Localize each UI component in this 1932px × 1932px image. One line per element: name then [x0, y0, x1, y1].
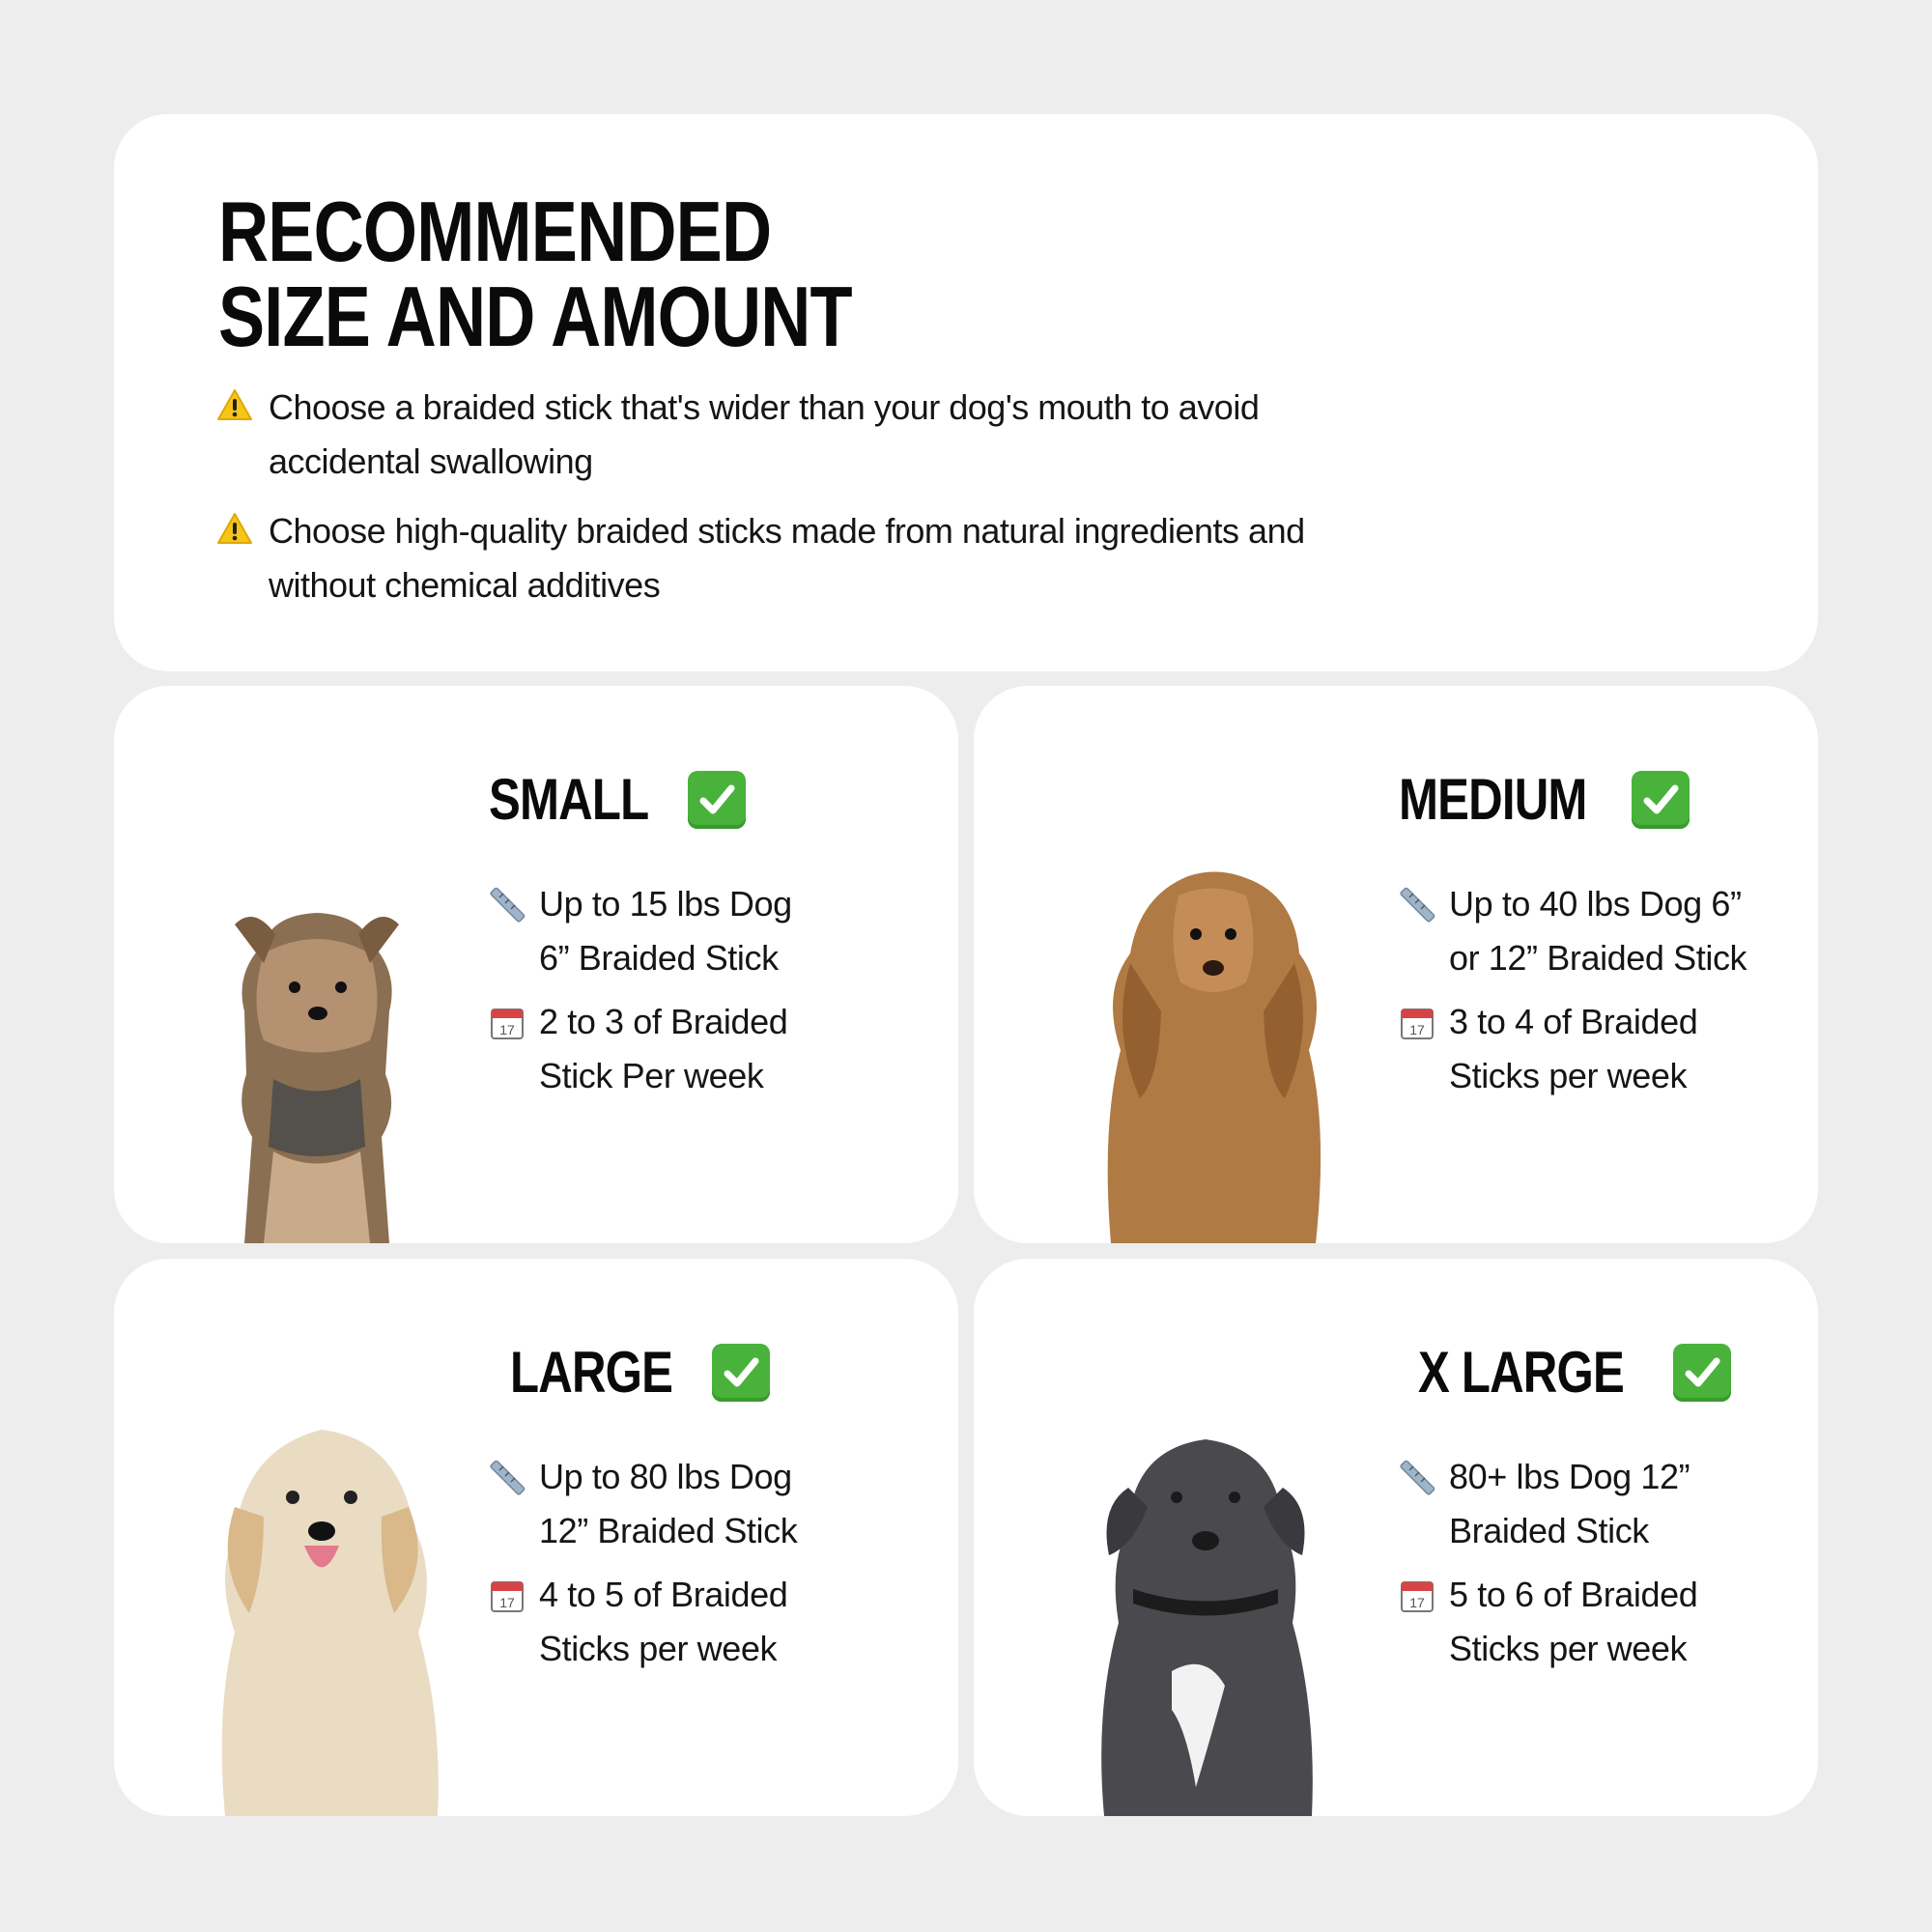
- size-title: [510, 1342, 770, 1404]
- amount-text: 5 to 6 of Braided Sticks per week: [1449, 1575, 1698, 1668]
- ruler-icon: [489, 887, 526, 923]
- size-info: [1399, 1450, 1804, 1686]
- size-info: [489, 1450, 933, 1686]
- amount-row: [1399, 995, 1804, 1103]
- weight-text: Up to 15 lbs Dog 6” Braided Stick: [539, 884, 792, 978]
- size-title: [1418, 1342, 1731, 1404]
- large-dog-image: [196, 1401, 457, 1816]
- check-mark-icon: [1673, 1344, 1731, 1402]
- weight-row: [489, 1450, 933, 1558]
- size-name: LARGE: [510, 1340, 673, 1405]
- weight-text: 80+ lbs Dog 12” Braided Stick: [1449, 1457, 1690, 1550]
- size-card-large: [114, 1259, 958, 1816]
- calendar-icon: [1399, 1577, 1435, 1614]
- weight-row: [489, 877, 933, 985]
- size-info: [489, 877, 933, 1113]
- svg-text:17: 17: [1409, 1595, 1425, 1610]
- size-name: X LARGE: [1418, 1340, 1624, 1405]
- weight-row: [1399, 1450, 1804, 1558]
- warning-text: Choose high-quality braided sticks made from natural ingredients and without chemical additives: [269, 511, 1305, 605]
- check-mark-icon: [688, 771, 746, 829]
- ruler-icon: [489, 1460, 526, 1496]
- amount-row: [489, 995, 933, 1103]
- size-card-small: [114, 686, 958, 1243]
- size-card-medium: [974, 686, 1818, 1243]
- weight-text: Up to 80 lbs Dog 12” Braided Stick: [539, 1457, 798, 1550]
- calendar-icon: [489, 1005, 526, 1041]
- svg-text:17: 17: [1409, 1022, 1425, 1037]
- ruler-icon: [1399, 1460, 1435, 1496]
- amount-text: 3 to 4 of Braided Sticks per week: [1449, 1002, 1698, 1095]
- size-title: [1399, 769, 1690, 831]
- size-info: [1399, 877, 1804, 1113]
- warning-icon: [216, 388, 253, 421]
- warning-text: Choose a braided stick that's wider than your dog's mouth to avoid accidental swallowing: [269, 387, 1260, 481]
- check-mark-icon: [712, 1344, 770, 1402]
- warning-item: [216, 504, 1414, 612]
- calendar-icon: [1399, 1005, 1435, 1041]
- page-title: [218, 184, 852, 364]
- amount-text: 4 to 5 of Braided Sticks per week: [539, 1575, 788, 1668]
- title-line-2: SIZE AND AMOUNT: [218, 269, 852, 364]
- weight-row: [1399, 877, 1804, 985]
- weight-text: Up to 40 lbs Dog 6” or 12” Braided Stick: [1449, 884, 1747, 978]
- size-title: [489, 769, 746, 831]
- svg-text:17: 17: [499, 1022, 515, 1037]
- x-large-dog-image: [1080, 1420, 1331, 1816]
- amount-row: [1399, 1568, 1804, 1676]
- size-name: MEDIUM: [1399, 767, 1587, 832]
- calendar-icon: [489, 1577, 526, 1614]
- warning-item: [216, 381, 1347, 489]
- svg-text:17: 17: [499, 1595, 515, 1610]
- check-mark-icon: [1632, 771, 1690, 829]
- medium-dog-image: [1092, 838, 1333, 1243]
- size-name: SMALL: [489, 767, 649, 832]
- title-line-1: RECOMMENDED: [218, 184, 772, 279]
- small-dog-image: [206, 895, 428, 1243]
- size-card-x-large: [974, 1259, 1818, 1816]
- warning-icon: [216, 512, 253, 545]
- amount-text: 2 to 3 of Braided Stick Per week: [539, 1002, 788, 1095]
- amount-row: [489, 1568, 933, 1676]
- ruler-icon: [1399, 887, 1435, 923]
